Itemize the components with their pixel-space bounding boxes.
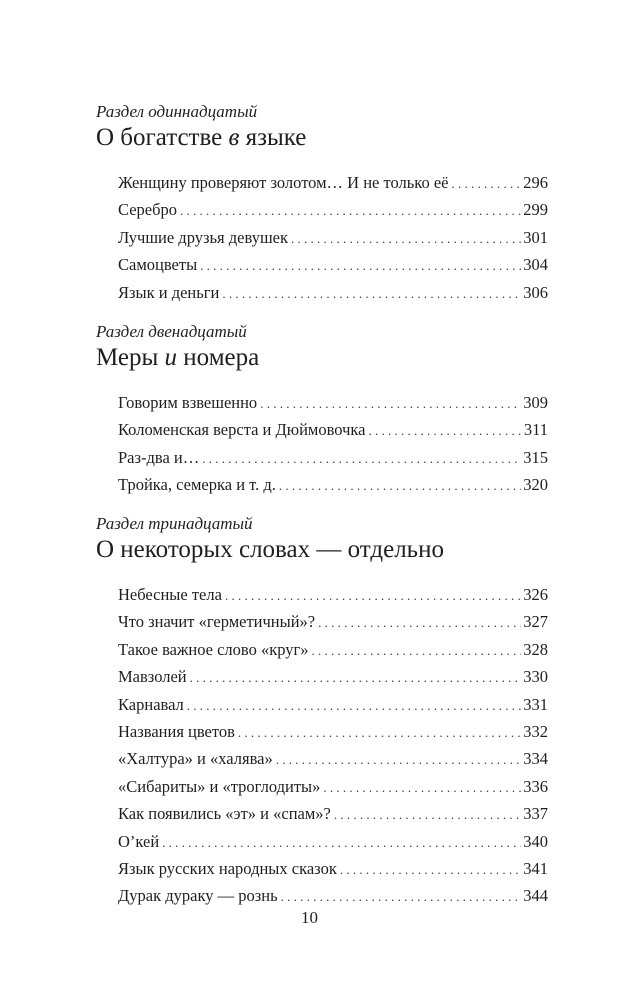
leader-dots	[238, 719, 521, 746]
section-title-part: языке	[239, 124, 307, 151]
toc-entries	[96, 389, 548, 499]
toc-entry[interactable]	[118, 471, 548, 498]
leader-dots	[369, 417, 522, 444]
entry-title: Говорим взвешенно	[118, 393, 258, 412]
section-title	[96, 123, 548, 155]
entry-title: «Сибариты» и «троглодиты»	[118, 776, 321, 796]
entry-title: Карнавал	[118, 694, 184, 714]
section-title-part: О некоторых словах — отдельно	[96, 536, 444, 563]
leader-dots	[312, 637, 522, 664]
leader-dots	[340, 856, 521, 883]
toc-entry[interactable]	[118, 636, 548, 663]
leader-dots	[202, 445, 521, 472]
section-title-part: Меры	[96, 344, 165, 371]
leader-dots	[334, 801, 521, 828]
section-11	[96, 101, 548, 306]
toc-entry[interactable]	[118, 196, 548, 223]
entry-title: Коломенская верста и Дюймовочка	[118, 420, 366, 440]
toc-entry[interactable]	[118, 828, 548, 855]
section-title-part: номера	[177, 344, 260, 371]
entry-title: Мавзолей	[118, 667, 187, 687]
leader-dots	[291, 225, 521, 252]
section-label: Раздел двенадцатый	[96, 322, 247, 341]
entry-page: 301	[523, 227, 548, 247]
entry-page: 296	[523, 173, 548, 192]
entry-page: 336	[523, 776, 548, 796]
toc-entry[interactable]	[118, 718, 548, 745]
section-12	[96, 321, 548, 499]
leader-dots	[452, 170, 522, 197]
entry-title: Названия цветов	[118, 721, 235, 741]
leader-dots	[222, 280, 521, 307]
toc-entry[interactable]	[118, 691, 548, 718]
section-label: Раздел тринадцатый	[96, 514, 253, 533]
entry-page: 311	[523, 420, 548, 440]
entry-page: 315	[523, 447, 548, 467]
toc-entry[interactable]	[118, 251, 548, 278]
leader-dots	[225, 582, 521, 609]
toc-entry[interactable]	[118, 279, 548, 306]
toc-entry[interactable]	[118, 882, 548, 909]
entry-title: Как появились «эт» и «спам»?	[118, 804, 331, 824]
toc-entry[interactable]	[118, 608, 548, 635]
leader-dots	[276, 746, 522, 773]
entry-title: Самоцветы	[118, 255, 198, 275]
entry-title: Раз-два и…	[118, 447, 200, 467]
entry-page: 334	[523, 749, 548, 769]
toc-entries	[96, 581, 548, 910]
section-title	[96, 535, 548, 567]
entry-page: 330	[523, 667, 548, 687]
entry-page: 320	[523, 475, 548, 495]
entry-title: Что значит «герметичный»?	[118, 612, 316, 632]
section-13	[96, 513, 548, 910]
entry-title: Женщину проверяют золотом… И не только её	[118, 173, 449, 192]
leader-dots	[187, 692, 521, 719]
entry-title: Такое важное слово «круг»	[118, 639, 309, 659]
entry-page: 344	[523, 886, 548, 906]
page-number: 10	[301, 908, 318, 927]
toc-entry[interactable]	[118, 663, 548, 690]
entry-title: «Халтура» и «халява»	[118, 749, 273, 769]
entry-page: 309	[523, 393, 548, 412]
leader-dots	[200, 252, 521, 279]
toc-entry[interactable]	[118, 416, 548, 443]
entry-page: 341	[523, 858, 548, 878]
leader-dots	[279, 472, 521, 499]
leader-dots	[162, 829, 521, 856]
entry-title: Небесные тела	[118, 585, 222, 604]
toc-entry[interactable]	[118, 773, 548, 800]
toc-entry[interactable]	[118, 444, 548, 471]
entry-title: Серебро	[118, 200, 177, 220]
entry-page: 306	[523, 282, 548, 302]
section-title-part: О богатстве	[96, 124, 229, 151]
entry-page: 331	[523, 694, 548, 714]
section-label: Раздел одиннадцатый	[96, 102, 258, 121]
section-title-italic: и	[164, 344, 178, 371]
toc-entry[interactable]	[118, 855, 548, 882]
toc-entry[interactable]	[118, 224, 548, 251]
toc-entry[interactable]	[118, 745, 548, 772]
entry-title: О’кей	[118, 831, 160, 851]
toc-entry[interactable]	[118, 169, 548, 196]
entry-page: 304	[523, 255, 548, 275]
leader-dots	[180, 197, 521, 224]
entry-page: 328	[523, 639, 548, 659]
leader-dots	[281, 883, 522, 910]
toc-entry[interactable]	[118, 581, 548, 608]
entry-page: 340	[523, 831, 548, 851]
entry-title: Язык и деньги	[118, 282, 220, 302]
leader-dots	[190, 664, 522, 691]
leader-dots	[260, 390, 521, 417]
entry-title: Дурак дураку — рознь	[118, 886, 278, 906]
toc-entry[interactable]	[118, 800, 548, 827]
entry-page: 326	[523, 585, 548, 604]
leader-dots	[323, 774, 521, 801]
leader-dots	[318, 609, 521, 636]
entry-title: Тройка, семерка и т. д.	[118, 475, 276, 495]
toc-entries	[96, 169, 548, 306]
section-title	[96, 343, 548, 375]
entry-page: 337	[523, 804, 548, 824]
entry-title: Лучшие друзья девушек	[118, 227, 288, 247]
entry-title: Язык русских народных сказок	[118, 858, 337, 878]
entry-page: 327	[523, 612, 548, 632]
entry-page: 332	[523, 721, 548, 741]
toc-entry[interactable]	[118, 389, 548, 416]
entry-page: 299	[523, 200, 548, 220]
section-title-italic: в	[228, 124, 240, 151]
